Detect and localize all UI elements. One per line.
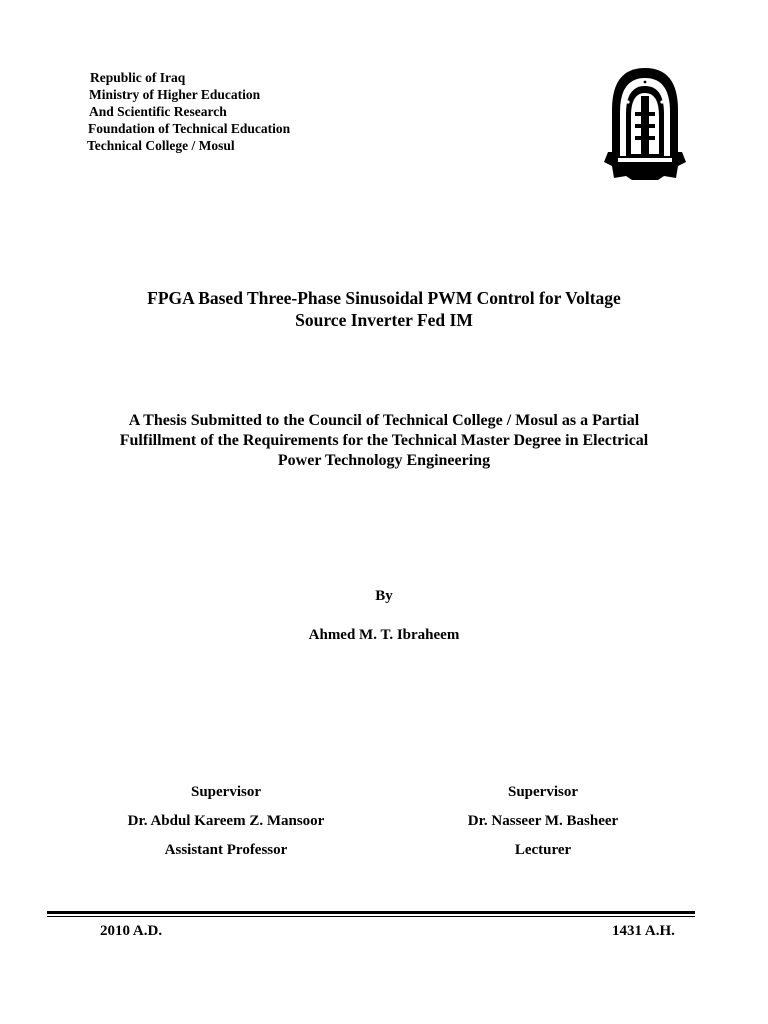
- thesis-title-line-2: Source Inverter Fed IM: [295, 310, 473, 330]
- thesis-title-line-1: FPGA Based Three-Phase Sinusoidal PWM Control for Voltage: [147, 288, 621, 308]
- supervisor-1-name: Dr. Abdul Kareem Z. Mansoor: [127, 813, 325, 829]
- thesis-subtitle-line-3: Power Technology Engineering: [277, 452, 491, 469]
- supervisor-2-role: Supervisor: [507, 784, 578, 800]
- date-hijri: 1431 A.H.: [612, 923, 675, 939]
- supervisor-2: [428, 783, 658, 859]
- by-label: By: [375, 588, 393, 604]
- date-gregorian: 2010 A.D.: [100, 923, 163, 939]
- footer-divider-thin: [47, 916, 695, 917]
- footer-divider-thick: [47, 911, 695, 914]
- institution-line-ministry: Ministry of Higher Education: [89, 87, 261, 102]
- supervisor-1: [96, 783, 356, 859]
- supervisor-2-name: Dr. Nasseer M. Basheer: [467, 813, 619, 829]
- thesis-title: [60, 287, 708, 331]
- institution-line-college: Technical College / Mosul: [87, 138, 235, 153]
- university-seal-icon: [604, 66, 686, 180]
- thesis-subtitle-line-1: A Thesis Submitted to the Council of Technical College / Mosul as a Partial: [128, 412, 640, 429]
- institution-line-foundation: Foundation of Technical Education: [88, 121, 291, 136]
- supervisor-2-title: Lecturer: [514, 842, 572, 858]
- institution-line-republic: Republic of Iraq: [90, 70, 186, 85]
- thesis-subtitle-line-2: Fulfillment of the Requirements for the Technical Master Degree in Electrical: [119, 432, 649, 449]
- institution-line-research: And Scientific Research: [89, 104, 227, 119]
- thesis-subtitle: [60, 411, 708, 471]
- supervisor-1-title: Assistant Professor: [164, 842, 288, 858]
- author-name: Ahmed M. T. Ibraheem: [308, 627, 460, 643]
- supervisor-1-role: Supervisor: [190, 784, 261, 800]
